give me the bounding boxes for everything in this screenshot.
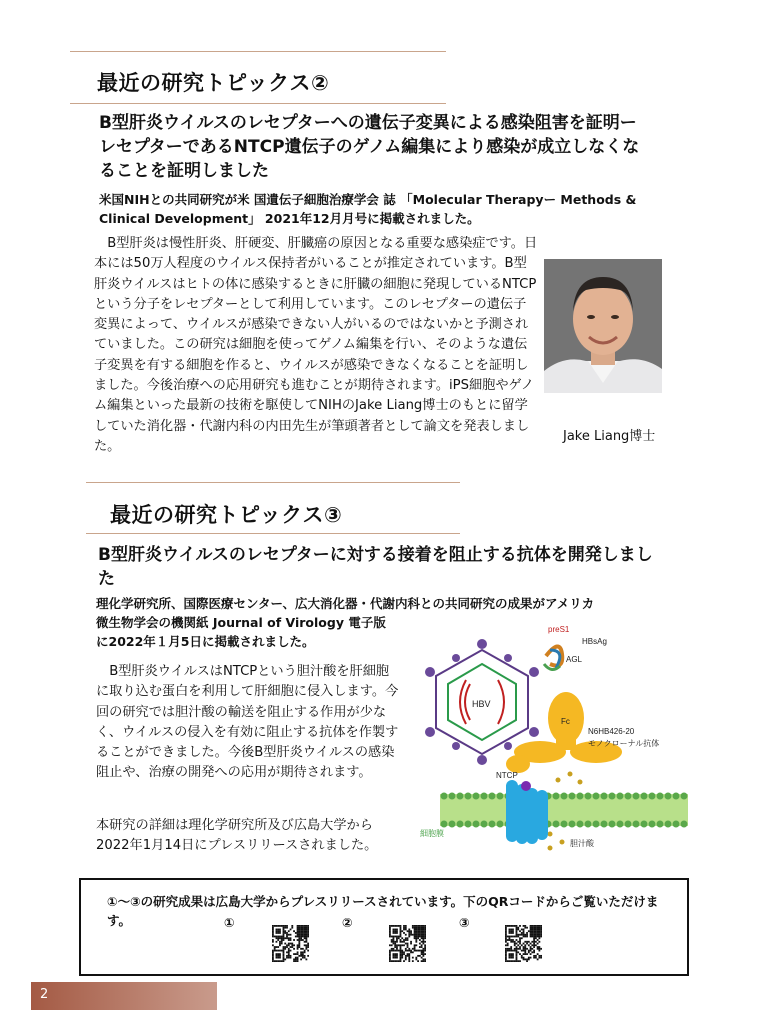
pres1-label: preS1 [548, 625, 570, 634]
ntcp-binding-site [521, 781, 531, 791]
cell-membrane [440, 793, 688, 828]
footer-bar [31, 982, 217, 1010]
pres1-ribbon [544, 646, 562, 669]
qr-code-1[interactable] [272, 925, 309, 962]
portrait-caption: Jake Liang博士 [563, 429, 656, 444]
page-number: 2 [40, 987, 49, 1002]
top-divider [70, 51, 446, 52]
bile-acid-label: 胆汁酸 [570, 839, 594, 848]
section2-heading: 最近の研究トピックス② [97, 71, 330, 95]
section2-title: B型肝炎ウイルスのレセプターへの遺伝子変異による感染阻害を証明ーレセプターであるNTCP遺伝子のゲノム編集により感染が成立しなくなることを証明しました [99, 113, 640, 181]
membrane-label: 細胞膜 [420, 829, 444, 838]
section3-body2: 本研究の詳細は理化学研究所及び広島大学から2022年1月14日にプレスリリースされました。 [96, 818, 378, 854]
notice-text: ①～③の研究成果は広島大学からプレスリリースされています。下のQRコードからご覧いただけます。 [107, 894, 659, 928]
section-divider [86, 482, 460, 483]
section2-body: B型肝炎は慢性肝炎、肝硬変、肝臓癌の原因となる重要な感染症です。日本には50万人程度のウイルス保持者がいることが推定されています。B型肝炎ウイルスはヒトの体に感染するときに肝臓の細胞に発現しているNTCPという分子をレセプターとして利用しています。このレセプターの遺伝子変異によって、ウイルスが感染できない人がいるのではないかと予測されていました。この研究は細胞を使ってゲノム編集を行い、そのような遺伝子変異を有する細胞を作ると、ウイルスが感染できなくなることを証明しました。今後治療への応用研究も進むことが期待されます。iPS細胞やゲノム編集といった最新の技術を駆使してNIHのJake Liang博士のもとに留学していた消化器・代謝内科の内田先生が筆頭著者として論文を発表しました。 [94, 236, 538, 454]
section3-subtitle-line2: 微生物学会の機関紙 Journal of Virology 電子版に2022年１月5日に掲載されました。 [96, 615, 386, 649]
fc-label: Fc [561, 717, 570, 726]
section2-subtitle: 米国NIHとの共同研究が米 国遺伝子細胞治療学会 誌 「Molecular Therapyー Methods & Clinical Development」 2021年12月月号に掲載されました。 [99, 192, 637, 226]
portrait-illustration [544, 259, 662, 393]
qr-code-2[interactable] [389, 925, 426, 962]
hbv-label: HBV [472, 699, 491, 709]
section3-title: B型肝炎ウイルスのレセプターに対する接着を阻止する抗体を開発しました [98, 545, 653, 589]
qr-label-2: ② [342, 915, 353, 930]
qr-code-3[interactable] [505, 925, 542, 962]
section3-body: B型肝炎ウイルスはNTCPという胆汁酸を肝細胞に取り込む蛋白を利用して肝細胞に侵入します。今回の研究では胆汁酸の輸送を阻止する作用が少なく、ウイルスの侵入を有効に阻止する抗体を作製することができました。今後B型肝炎ウイルスの感染阻止や、治療の開発への応用が期待されます。 [96, 664, 399, 781]
qr-label-3: ③ [459, 915, 470, 930]
hbv-antibody-diagram [410, 620, 710, 860]
heading-underline-3 [86, 533, 460, 534]
ntcp-label: NTCP [496, 771, 518, 780]
portrait-photo [544, 259, 662, 393]
antibody-type-label: モノクローナル抗体 [588, 739, 660, 748]
section3-subtitle-line1: 理化学研究所、国際医療センター、広大消化器・代謝内科との共同研究の成果がアメリカ [96, 596, 595, 611]
qr-label-1: ① [224, 915, 235, 930]
antibody-name-label: N6HB426-20 [588, 727, 635, 736]
press-release-notice [79, 878, 689, 976]
hbsag-label: HBsAg [582, 637, 607, 646]
agl-label: AGL [566, 655, 583, 664]
section3-heading: 最近の研究トピックス③ [110, 503, 343, 527]
heading-underline-2 [70, 103, 446, 104]
